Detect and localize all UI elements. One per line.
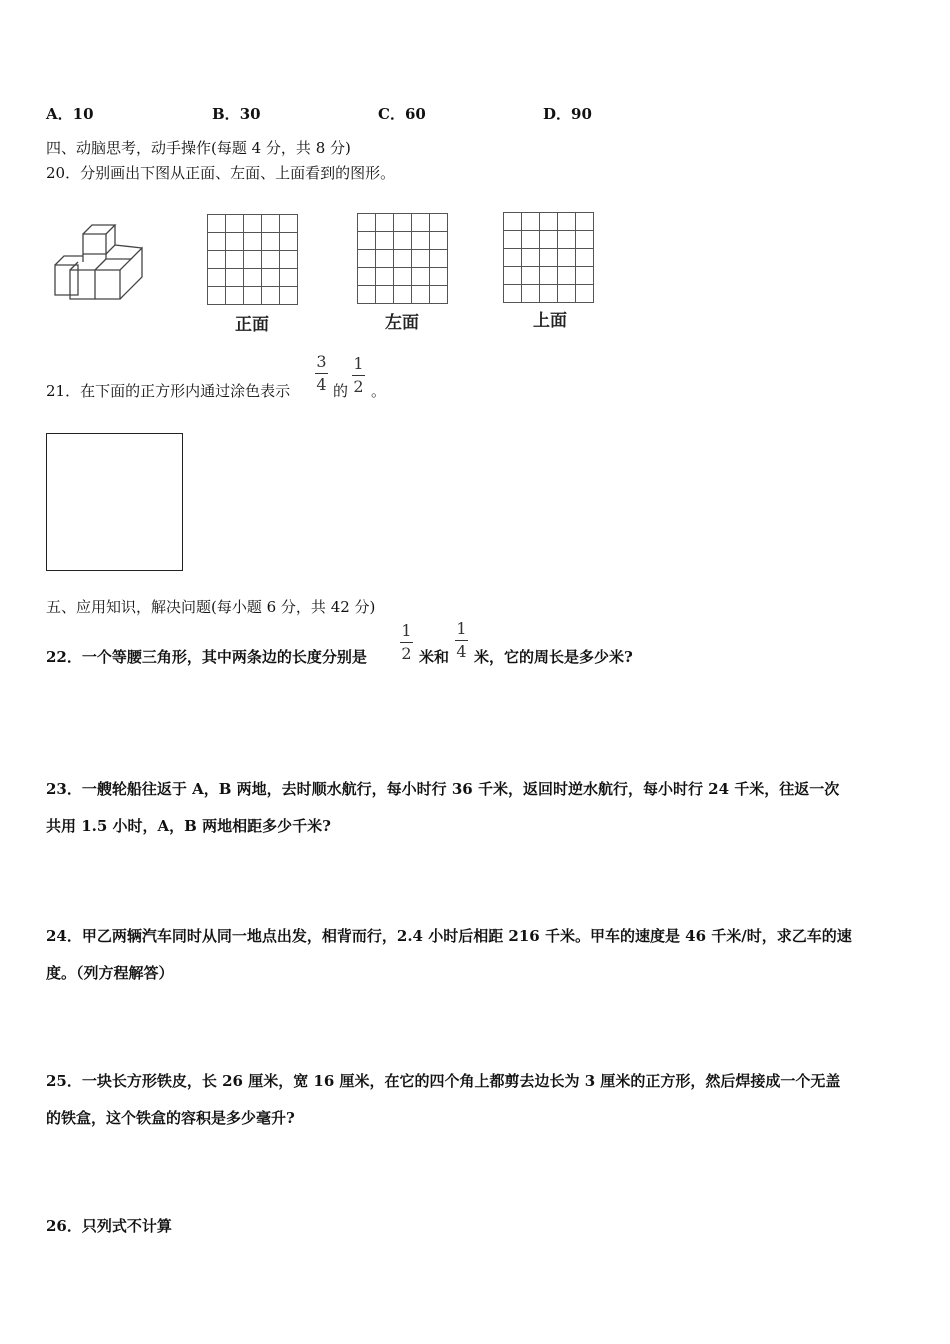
fraction-bar	[400, 642, 413, 643]
left-view-grid[interactable]	[357, 213, 449, 305]
option-a: A．10	[46, 105, 94, 123]
question-23-line2: 共用 1.5 小时，A，B 两地相距多少千米?	[46, 817, 331, 835]
question-21-suffix: 。	[371, 382, 387, 400]
fraction-denominator: 2	[353, 377, 364, 396]
fraction-numerator: 1	[456, 619, 467, 638]
front-view-grid[interactable]	[207, 214, 299, 306]
question-22-mid: 米和	[419, 648, 450, 666]
fraction-bar	[352, 375, 365, 376]
option-d: D．90	[543, 105, 592, 123]
question-24-line2: 度。（列方程解答）	[46, 964, 174, 982]
question-24-line1: 24．甲乙两辆汽车同时从同一地点出发，相背而行，2.4 小时后相距 216 千米。甲车的速度是 46 千米/时，求乙车的速	[46, 927, 852, 945]
fraction-denominator: 2	[401, 644, 412, 663]
question-22-suffix: 米，它的周长是多少米?	[474, 648, 633, 666]
fraction-bar	[455, 640, 468, 641]
top-view-label: 上面	[533, 311, 567, 331]
coloring-square[interactable]	[46, 433, 183, 571]
question-25-line2: 的铁盒，这个铁盒的容积是多少毫升?	[46, 1109, 295, 1127]
question-22-prefix: 22．一个等腰三角形，其中两条边的长度分别是	[46, 648, 367, 666]
fraction-numerator: 1	[353, 354, 364, 373]
fraction-denominator: 4	[456, 642, 467, 661]
fraction-1-2	[400, 622, 413, 663]
option-c: C．60	[378, 105, 426, 123]
option-b: B．30	[212, 105, 261, 123]
fraction-1-2	[352, 355, 365, 396]
fraction-numerator: 3	[316, 352, 327, 371]
question-20: 20．分别画出下图从正面、左面、上面看到的图形。	[46, 164, 396, 182]
section-4-title: 四、动脑思考，动手操作(每题 4 分，共 8 分)	[46, 139, 351, 157]
fraction-denominator: 4	[316, 375, 327, 394]
section-5-title: 五、应用知识，解决问题(每小题 6 分，共 42 分)	[46, 598, 376, 616]
front-view-label: 正面	[235, 315, 269, 335]
question-23-line1: 23．一艘轮船往返于 A，B 两地，去时顺水航行，每小时行 36 千米，返回时逆水航行，每小时行 24 千米，往返一次	[46, 780, 840, 798]
question-25-line1: 25．一块长方形铁皮，长 26 厘米，宽 16 厘米，在它的四个角上都剪去边长为 3 厘米的正方形，然后焊接成一个无盖	[46, 1072, 841, 1090]
fraction-1-4	[455, 620, 468, 661]
question-21-mid: 的	[333, 382, 349, 400]
cube-stack-figure	[50, 222, 150, 304]
question-26: 26．只列式不计算	[46, 1217, 172, 1235]
fraction-bar	[315, 373, 328, 374]
fraction-3-4	[315, 353, 328, 394]
left-view-label: 左面	[385, 313, 419, 333]
question-21-prefix: 21．在下面的正方形内通过涂色表示	[46, 382, 291, 400]
fraction-numerator: 1	[401, 621, 412, 640]
top-view-grid[interactable]	[503, 212, 595, 304]
